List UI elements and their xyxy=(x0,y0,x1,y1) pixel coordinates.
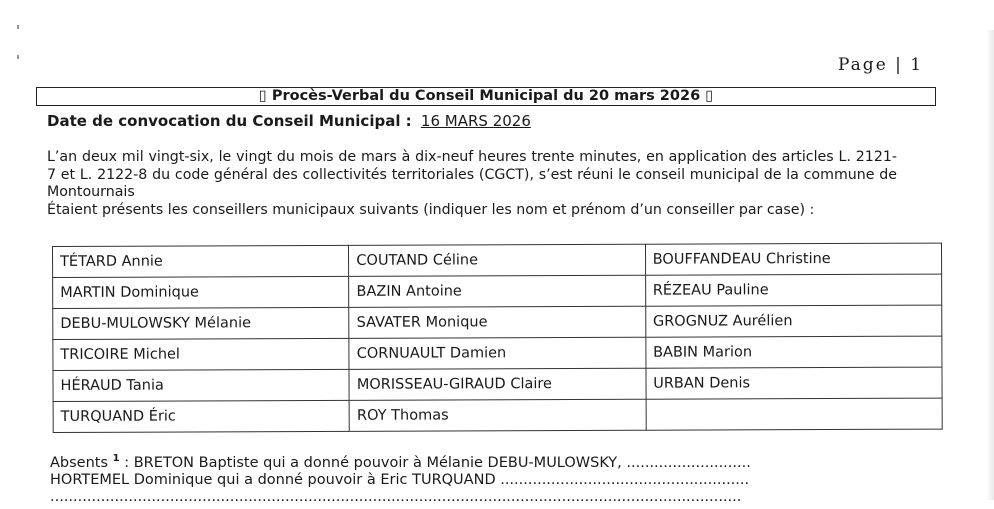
members-row xyxy=(53,305,942,339)
member-cell: SAVATER Monique xyxy=(349,306,645,338)
member-cell: HÉRAUD Tania xyxy=(53,369,349,401)
absent-proxy-1: : BRETON Baptiste qui a donné pouvoir à Mélanie DEBU-MULOWSKY, ........................... xyxy=(124,454,751,471)
member-cell: CORNUAULT Damien xyxy=(349,337,645,369)
members-row xyxy=(53,398,942,432)
member-cell: DEBU-MULOWSKY Mélanie xyxy=(53,307,349,339)
members-row xyxy=(53,336,942,370)
member-cell: GROGNUZ Aurélien xyxy=(645,305,941,337)
members-row xyxy=(53,367,942,401)
absent-proxy-2: HORTEMEL Dominique qui a donné pouvoir à Eric TURQUAND ...................................................... xyxy=(50,471,750,488)
scan-speck xyxy=(17,25,19,29)
convocation-label: Date de convocation du Conseil Municipal : xyxy=(47,112,412,130)
document-title: ▯ Procès-Verbal du Conseil Municipal du 20 mars 2026 ▯ xyxy=(36,87,936,106)
members-row xyxy=(53,274,942,308)
intro-text xyxy=(47,149,897,219)
member-cell: MARTIN Dominique xyxy=(53,276,349,308)
member-cell: COUTAND Céline xyxy=(349,244,645,276)
member-cell: MORISSEAU-GIRAUD Claire xyxy=(349,368,645,400)
footnote-mark: 1 xyxy=(112,453,120,464)
member-cell xyxy=(646,398,942,430)
member-cell: URBAN Denis xyxy=(646,367,942,399)
absents-line-1 xyxy=(50,450,920,472)
members-row xyxy=(53,243,942,277)
page-number: Page | 1 xyxy=(838,55,924,75)
member-cell: BOUFFANDEAU Christine xyxy=(645,243,941,275)
members-table xyxy=(52,243,943,433)
scan-edge-shadow xyxy=(986,30,994,500)
convocation-date: 16 MARS 2026 xyxy=(420,112,531,130)
presents-intro: Étaient présents les conseillers municipaux suivants (indiquer les nom et prénom d’un conseiller par case) : xyxy=(47,201,815,218)
member-cell: ROY Thomas xyxy=(349,399,645,431)
absents-label: Absents xyxy=(50,454,109,471)
convocation-date-line xyxy=(47,112,531,130)
member-cell: BAZIN Antoine xyxy=(349,275,645,307)
member-cell: TÉTARD Annie xyxy=(53,245,349,277)
absents-blank-line: ...................................................................................................................................................... xyxy=(50,488,742,505)
absents-section xyxy=(50,450,920,506)
member-cell: TURQUAND Éric xyxy=(53,400,349,432)
member-cell: BABIN Marion xyxy=(646,336,942,368)
intro-paragraph: L’an deux mil vingt-six, le vingt du mois de mars à dix-neuf heures trente minutes, en application des articles L. 2121-7 et L. 2122-8 du code général des collectivités territoriales (CGCT), s’est réuni le conseil municipal de la commune de Montournais xyxy=(47,149,897,200)
scan-speck xyxy=(17,55,19,59)
member-cell: RÉZEAU Pauline xyxy=(645,274,941,306)
member-cell: TRICOIRE Michel xyxy=(53,338,349,370)
